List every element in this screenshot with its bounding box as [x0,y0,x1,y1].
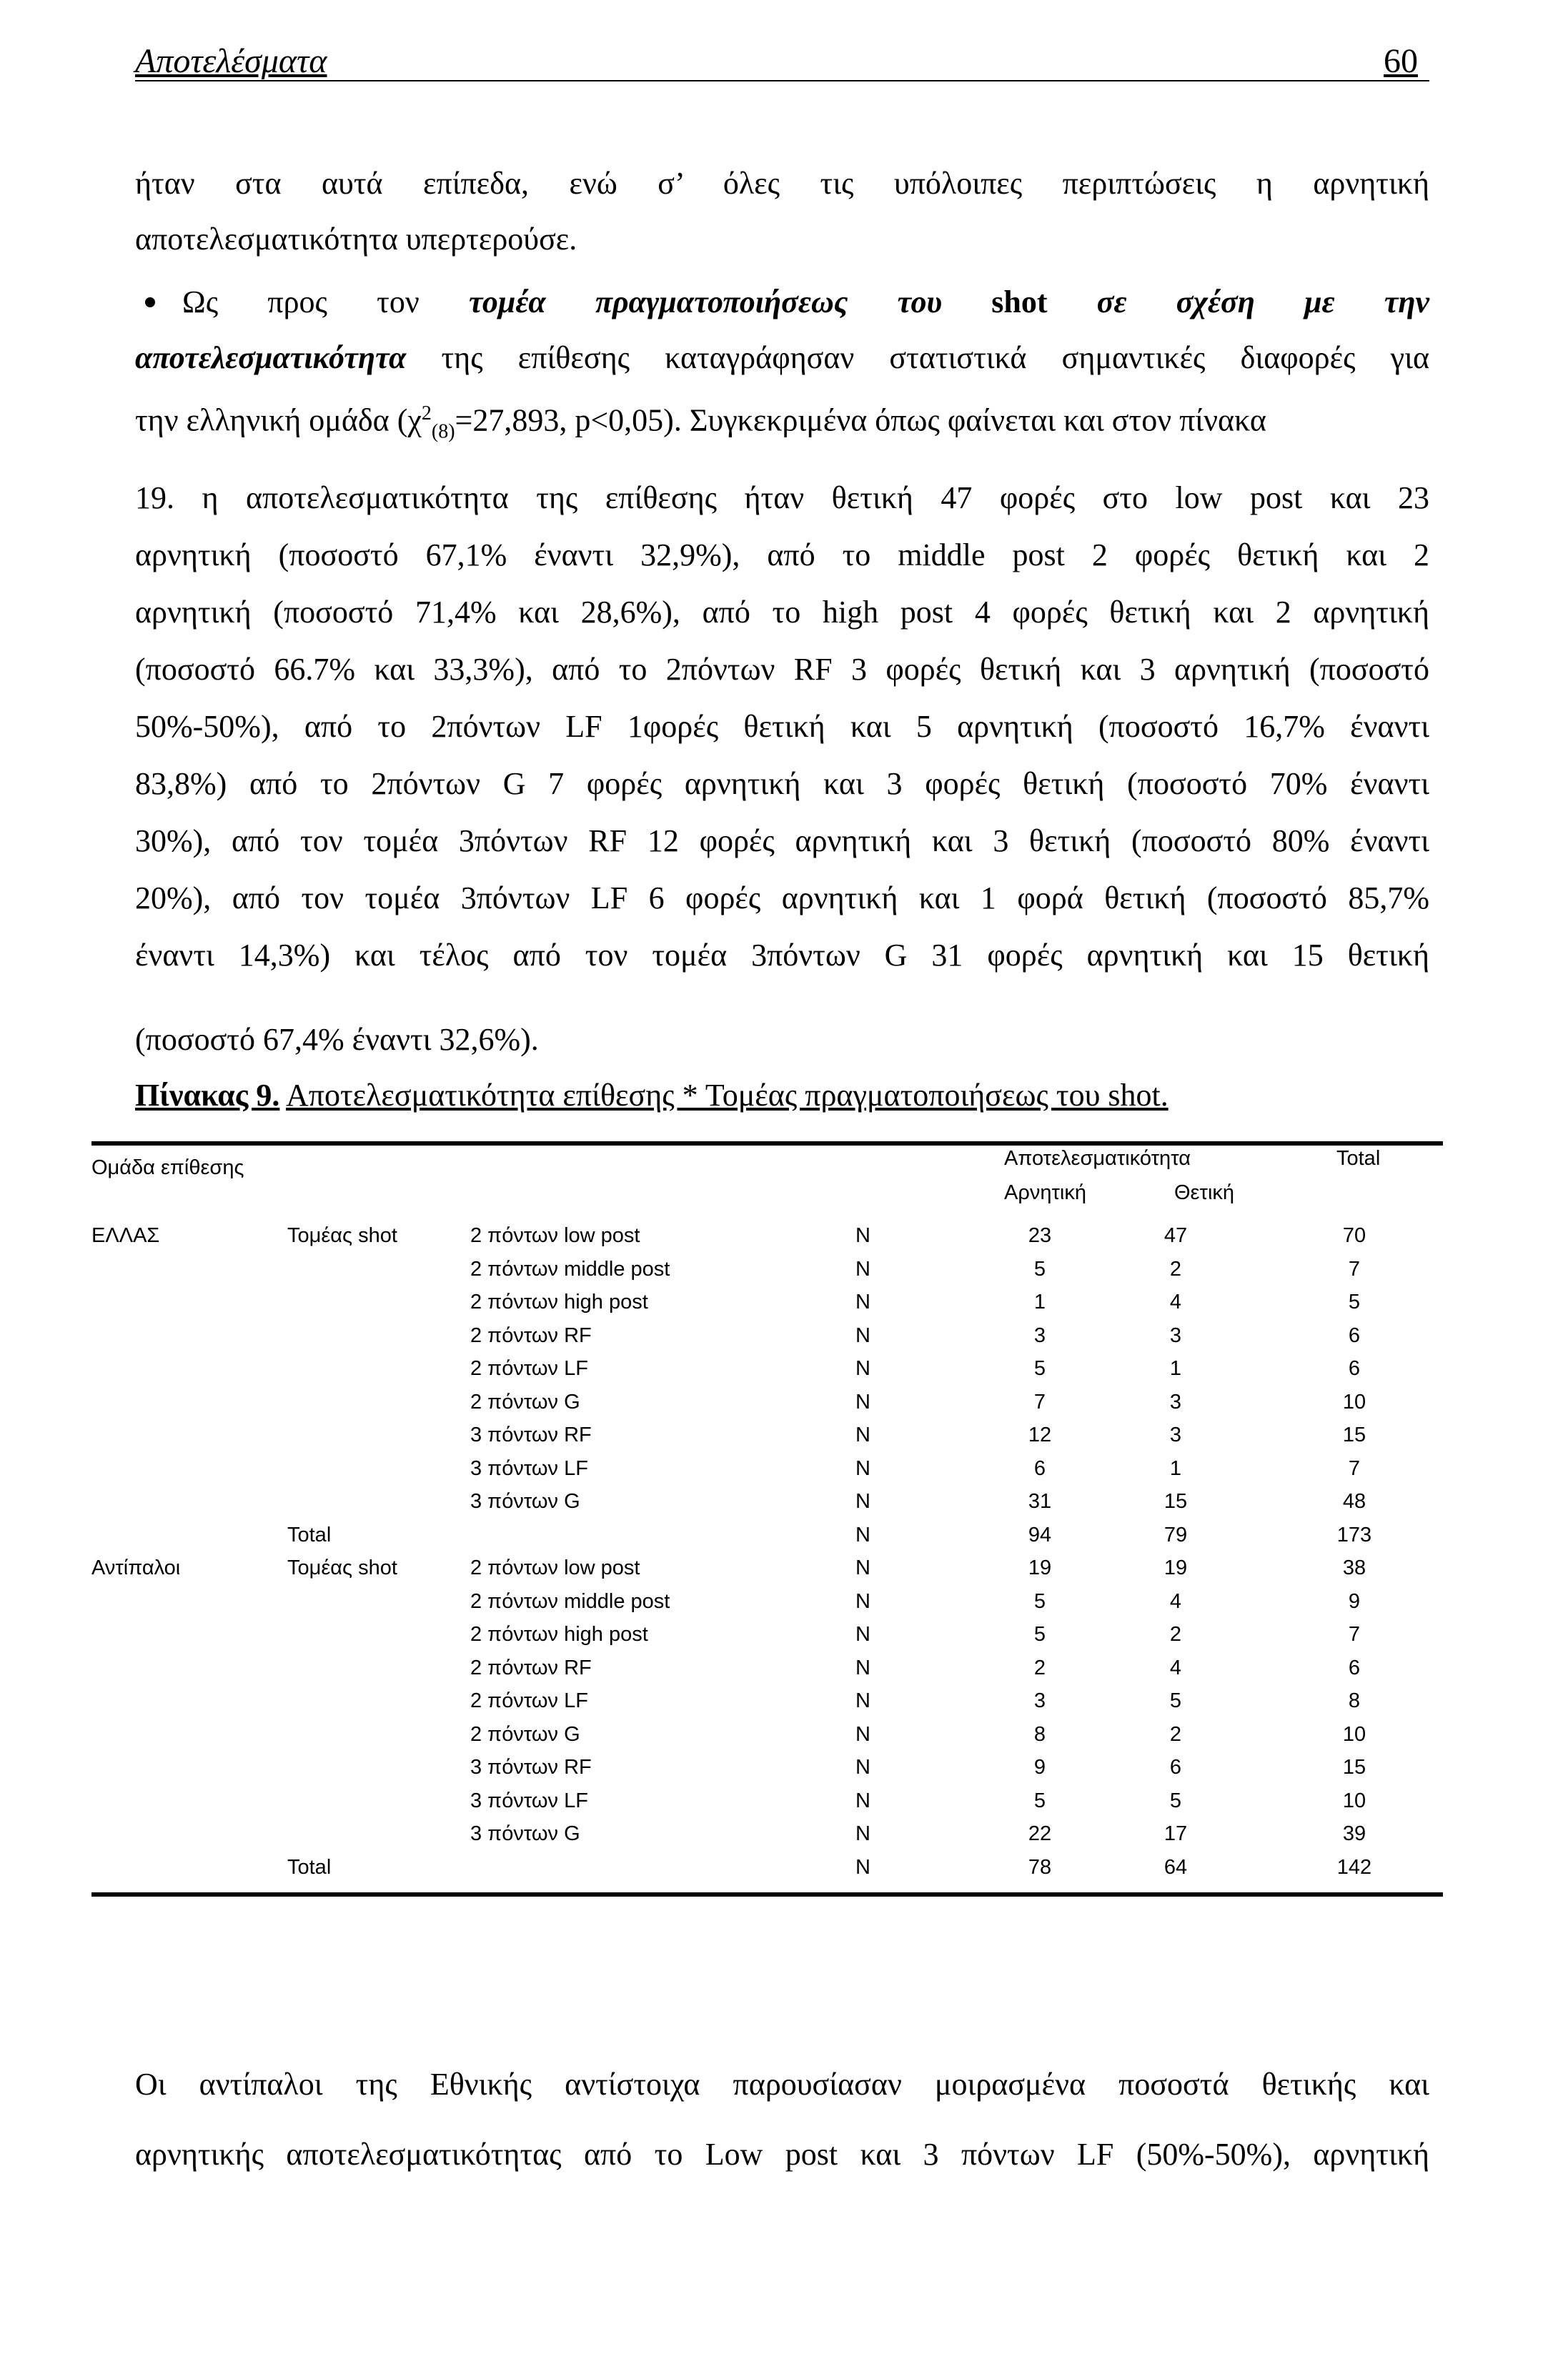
row-sector: 2 πόντων high post [470,1623,648,1646]
row-sector: 2 πόντων G [470,1722,580,1746]
group-total-label: Total [287,1855,332,1879]
row-n: N [855,1291,870,1313]
group-total-positive: 64 [1163,1855,1188,1879]
row-negative: 19 [1028,1556,1052,1579]
row-negative: 7 [1033,1390,1046,1414]
row-sector: 2 πόντων low post [470,1556,640,1579]
bullet-line: (ποσοστό 67,4% έναντι 32,6%). [135,1022,539,1057]
row-negative: 6 [1033,1456,1046,1480]
row-total: 39 [1342,1822,1366,1845]
row-positive: 3 [1169,1390,1182,1414]
row-n: N [855,1456,870,1480]
row-negative: 22 [1028,1822,1052,1845]
header-positive: Θετική [1174,1181,1235,1204]
bullet-line [135,396,1429,450]
row-n: N [855,1623,870,1646]
row-negative: 3 [1033,1323,1046,1347]
row-total: 6 [1348,1357,1361,1380]
paragraph-line: Οι αντίπαλοι της Εθνικής αντίστοιχα παρουσίασαν μοιρασμένα ποσοστά θετικής και [135,2067,1429,2102]
row-total: 6 [1348,1323,1361,1347]
row-negative: 12 [1028,1424,1052,1446]
row-sector: 3 πόντων RF [470,1756,592,1779]
bullet-line: 20%), από τον τομέα 3πόντων LF 6 φορές αρνητική και 1 φορά θετική (ποσοστό 85,7% [135,880,1429,915]
bullet-line: 83,8%) από το 2πόντων G 7 φορές αρνητική και 3 φορές θετική (ποσοστό 70% έναντι [135,766,1429,801]
bullet-line: αρνητική (ποσοστό 67,1% έναντι 32,9%), από το middle post 2 φορές θετική και 2 [135,537,1429,572]
row-sector: 3 πόντων LF [470,1456,588,1480]
bullet-line [182,284,1429,320]
header-negative: Αρνητική [1004,1181,1086,1204]
row-total: 9 [1348,1589,1361,1613]
row-total: 48 [1342,1490,1366,1513]
row-n: N [855,1756,870,1779]
row-n: N [855,1224,870,1247]
row-total: 7 [1348,1623,1361,1646]
superscript: 2 [421,402,432,424]
row-negative: 8 [1033,1722,1046,1746]
bullet-text: Ως προς τον [182,284,420,319]
row-n: N [855,1490,870,1513]
row-n: N [855,1323,870,1347]
bold-text: shot [991,284,1048,319]
team-label: Αντίπαλοι [91,1556,181,1579]
row-sector: 2 πόντων low post [470,1224,640,1247]
bullet-line: έναντι 14,3%) και τέλος από τον τομέα 3πόντων G 31 φορές αρνητική και 15 θετική [135,938,1429,973]
row-n: N [855,1689,870,1712]
row-total: 70 [1342,1224,1366,1247]
bullet-line: 30%), από τον τομέα 3πόντων RF 12 φορές αρνητική και 3 θετική (ποσοστό 80% έναντι [135,823,1429,858]
row-n: N [855,1822,870,1845]
bullet-icon [145,297,155,307]
bullet-line: (ποσοστό 66.7% και 33,3%), από το 2πόντων RF 3 φορές θετική και 3 αρνητική (ποσοστό [135,652,1429,687]
row-sector: 2 πόντων middle post [470,1589,670,1613]
table-top-rule [91,1141,1443,1146]
bold-text: τομέα πραγματοποιήσεως του [468,284,943,319]
bullet-text: =27,893, p<0,05). Συγκεκριμένα όπως φαίνεται και στον πίνακα [455,402,1266,438]
bold-text: σε σχέση με την [1096,284,1430,319]
row-negative: 3 [1033,1689,1046,1712]
header-team: Ομάδα επίθεσης [91,1156,244,1179]
row-positive: 2 [1169,1257,1182,1281]
row-total: 10 [1342,1789,1366,1812]
row-total: 5 [1348,1291,1361,1313]
row-negative: 1 [1033,1291,1046,1313]
row-sector: 3 πόντων LF [470,1789,588,1812]
paragraph-line: ήταν στα αυτά επίπεδα, ενώ σ’ όλες τις υπόλοιπες περιπτώσεις η αρνητική [135,166,1429,201]
row-n: N [855,1257,870,1281]
bullet-line: αρνητική (ποσοστό 71,4% και 28,6%), από το high post 4 φορές θετική και 2 αρνητική [135,595,1429,630]
row-n: N [855,1789,870,1812]
group-total-total: 173 [1336,1523,1372,1546]
row-total: 15 [1342,1424,1366,1446]
row-sector: 2 πόντων middle post [470,1257,670,1281]
row-positive: 15 [1163,1490,1188,1513]
row-total: 8 [1348,1689,1361,1712]
row-sector: 2 πόντων RF [470,1656,592,1679]
caption-label: Πίνακας 9. [135,1078,280,1113]
bullet-line: 50%-50%), από το 2πόντων LF 1φορές θετική και 5 αρνητική (ποσοστό 16,7% έναντι [135,709,1429,744]
row-total: 7 [1348,1456,1361,1480]
row-sector: 2 πόντων LF [470,1357,588,1380]
table-caption [135,1077,1168,1113]
sector-label: Τομέας shot [287,1556,397,1579]
bullet-text: της επίθεσης καταγράφησαν στατιστικά σημαντικές διαφορές για [441,340,1430,375]
row-positive: 5 [1169,1689,1182,1712]
row-positive: 4 [1169,1589,1182,1613]
row-negative: 5 [1033,1257,1046,1281]
row-n: N [855,1656,870,1679]
row-total: 10 [1342,1390,1366,1414]
bullet-line [135,340,1429,376]
row-positive: 4 [1169,1656,1182,1679]
group-total-total: 142 [1336,1855,1372,1879]
row-positive: 17 [1163,1822,1188,1845]
subscript: (8) [431,420,455,443]
row-total: 7 [1348,1257,1361,1281]
team-label: ΕΛΛΑΣ [91,1224,160,1247]
row-n: N [855,1589,870,1613]
row-n: N [855,1390,870,1414]
row-positive: 3 [1169,1424,1182,1446]
row-positive: 1 [1169,1456,1182,1480]
group-total-negative: 94 [1028,1523,1052,1546]
bullet-line: 19. η αποτελεσματικότητα της επίθεσης ήταν θετική 47 φορές στο low post και 23 [135,480,1429,515]
page-number: 60 [1384,42,1418,80]
row-total: 15 [1342,1756,1366,1779]
row-positive: 1 [1169,1357,1182,1380]
sector-label: Τομέας shot [287,1224,397,1247]
group-total-n: N [855,1855,870,1879]
header-total: Total [1336,1147,1381,1170]
row-negative: 31 [1028,1490,1052,1513]
row-n: N [855,1357,870,1380]
group-total-negative: 78 [1028,1855,1052,1879]
row-n: N [855,1722,870,1746]
row-sector: 2 πόντων LF [470,1689,588,1712]
paragraph-line: αρνητικής αποτελεσματικότητας από το Low post και 3 πόντων LF (50%-50%), αρνητική [135,2137,1429,2172]
row-positive: 2 [1169,1722,1182,1746]
row-sector: 3 πόντων G [470,1490,580,1513]
bold-text: αποτελεσματικότητα [135,340,407,375]
section-title: Αποτελέσματα [135,42,327,80]
row-positive: 6 [1169,1756,1182,1779]
row-negative: 23 [1028,1224,1052,1247]
caption-text: Αποτελεσματικότητα επίθεσης * Τομέας πραγματοποιήσεως του shot. [285,1078,1168,1113]
row-positive: 5 [1169,1789,1182,1812]
table-bottom-rule [91,1892,1443,1897]
group-total-n: N [855,1523,870,1546]
bullet-text: την ελληνική ομάδα (χ [135,402,422,438]
row-total: 6 [1348,1656,1361,1679]
row-positive: 3 [1169,1323,1182,1347]
row-negative: 5 [1033,1589,1046,1613]
row-positive: 19 [1163,1556,1188,1579]
row-negative: 5 [1033,1789,1046,1812]
row-sector: 2 πόντων high post [470,1291,648,1313]
row-positive: 47 [1163,1224,1188,1247]
row-positive: 4 [1169,1291,1182,1313]
header-effectiveness: Αποτελεσματικότητα [1004,1147,1191,1170]
row-positive: 2 [1169,1623,1182,1646]
header-rule [135,80,1429,81]
row-n: N [855,1556,870,1579]
row-n: N [855,1424,870,1446]
row-negative: 5 [1033,1357,1046,1380]
row-sector: 2 πόντων RF [470,1323,592,1347]
row-negative: 2 [1033,1656,1046,1679]
row-negative: 5 [1033,1623,1046,1646]
row-sector: 3 πόντων G [470,1822,580,1845]
row-negative: 9 [1033,1756,1046,1779]
group-total-positive: 79 [1163,1523,1188,1546]
row-total: 38 [1342,1556,1366,1579]
row-sector: 3 πόντων RF [470,1424,592,1446]
group-total-label: Total [287,1523,332,1546]
paragraph-line: αποτελεσματικότητα υπερτερούσε. [135,222,577,257]
row-total: 10 [1342,1722,1366,1746]
row-sector: 2 πόντων G [470,1390,580,1414]
